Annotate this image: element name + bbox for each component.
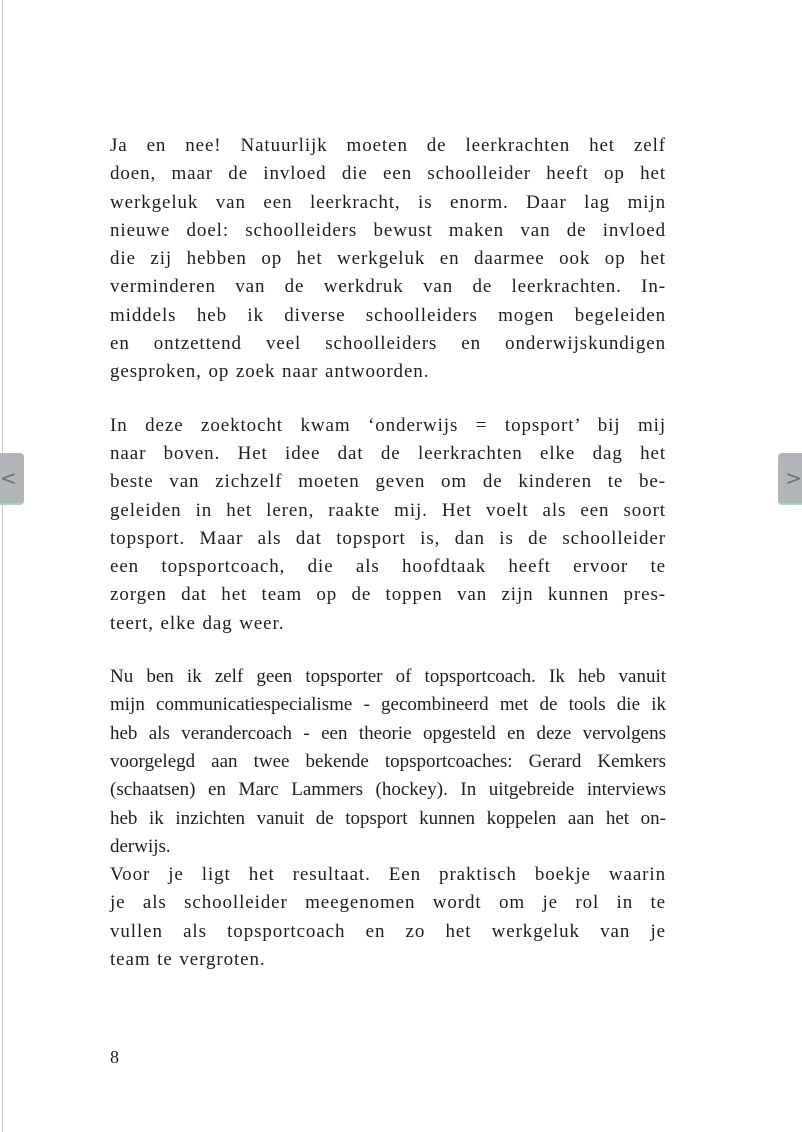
text-line: je als schoolleider meegenomen wordt om je rol in te — [110, 892, 666, 914]
previous-page-button[interactable] — [0, 453, 24, 505]
chevron-left-icon: < — [0, 466, 17, 490]
text-line: beste van zichzelf moeten geven om de kinderen te be- — [110, 471, 666, 493]
text-line: naar boven. Het idee dat de leerkrachten elke dag het — [110, 442, 666, 464]
text-line: Ja en nee! Natuurlijk moeten de leerkrachten het zelf — [110, 135, 666, 156]
paragraph — [110, 861, 666, 974]
document-page — [110, 132, 666, 974]
text-line: heb ik inzichten vanuit de topsport kunnen koppelen aan het on- — [110, 807, 666, 829]
text-line: werkgeluk van een leerkracht, is enorm. Daar lag mijn — [110, 191, 666, 213]
text-line: heb als verandercoach - een theorie opgesteld en deze vervolgens — [110, 722, 666, 744]
paragraph — [110, 663, 666, 861]
paragraph — [110, 132, 666, 387]
text-line: een topsportcoach, die als hoofdtaak heeft ervoor te — [110, 556, 666, 578]
text-line: zorgen dat het team op de toppen van zijn kunnen pres- — [110, 584, 666, 606]
paragraph — [110, 412, 666, 638]
text-line: voorgelegd aan twee bekende topsportcoaches: Gerard Kemkers — [110, 750, 666, 772]
text-line: gesproken, op zoek naar antwoorden. — [110, 361, 430, 383]
text-line: derwijs. — [110, 835, 171, 857]
text-line: (schaatsen) en Marc Lammers (hockey). In uitgebreide interviews — [110, 779, 666, 801]
text-line: doen, maar de invloed die een schoolleider heeft op het — [110, 163, 666, 185]
text-line: geleiden in het leren, raakte mij. Het voelt als een soort — [110, 499, 666, 521]
text-line: team te vergroten. — [110, 949, 266, 971]
text-line: en ontzettend veel schoolleiders en onderwijskundigen — [110, 333, 666, 355]
chevron-right-icon: > — [785, 466, 802, 490]
text-line: nieuwe doel: schoolleiders bewust maken van de invloed — [110, 219, 666, 241]
text-line: teert, elke dag weer. — [110, 612, 285, 634]
page-edge-divider — [2, 0, 3, 1132]
text-line: middels heb ik diverse schoolleiders mogen begeleiden — [110, 304, 666, 326]
next-page-button[interactable] — [778, 453, 802, 505]
page-number: 8 — [110, 1047, 119, 1067]
text-line: vullen als topsportcoach en zo het werkgeluk van je — [110, 920, 666, 942]
text-line: In deze zoektocht kwam ‘onderwijs = topsport’ bij mij — [110, 414, 666, 436]
text-line: Nu ben ik zelf geen topsporter of topsportcoach. Ik heb vanuit — [110, 666, 666, 688]
text-line: mijn communicatiespecialisme - gecombineerd met de tools die ik — [110, 694, 666, 716]
text-line: die zij hebben op het werkgeluk en daarmee ook op het — [110, 248, 666, 270]
text-line: topsport. Maar als dat topsport is, dan is de schoolleider — [110, 527, 666, 549]
text-line: Voor je ligt het resultaat. Een praktisch boekje waarin — [110, 864, 666, 886]
text-line: verminderen van de werkdruk van de leerkrachten. In- — [110, 276, 666, 298]
